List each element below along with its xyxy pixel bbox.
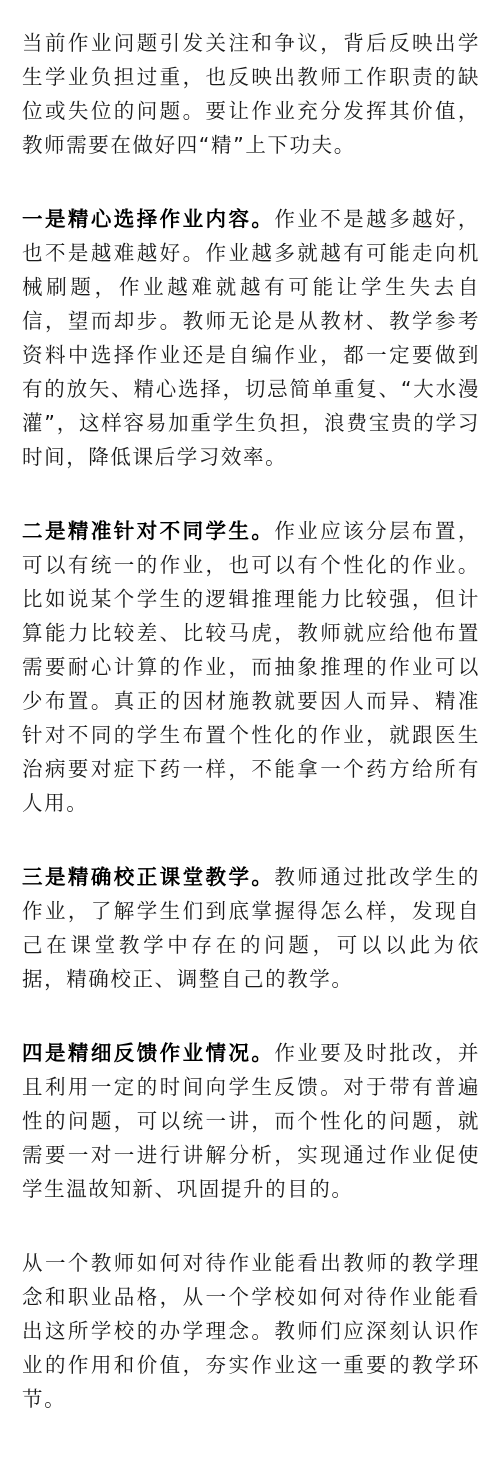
point-paragraph-4 [22,1036,480,1206]
conclusion-paragraph: 从一个教师如何对待作业能看出教师的教学理念和职业品格，从一个学校如何对待作业能看出这所学校的办学理念。教师们应深刻认识作业的作用和价值，夯实作业这一重要的教学环节。 [22,1251,480,1411]
point-heading-3: 三是精确校正课堂教学。 [22,865,275,889]
point-text-1: 作业不是越多越好，也不是越难越好。作业越多就越有可能走向机械刷题，作业越难就越有可能让学生失去自信，望而却步。教师无论是从教材、教学参考资料中选择作业还是自编作业，都一定要做到有的放矢、精心选择，切忌简单重复、“大水漫灌”，这样容易加重学生负担，浪费宝贵的学习时间，降低课后学习效率。 [22,207,480,469]
point-paragraph-3 [22,860,480,996]
point-text-2: 作业应该分层布置，可以有统一的作业，也可以有个性化的作业。比如说某个学生的逻辑推理能力比较强，但计算能力比较差、比较马虎，教师就应给他布置需要耐心计算的作业，而抽象推理的作业可以少布置。真正的因材施教就要因人而异、精准针对不同的学生布置个性化的作业，就跟医生治病要对症下药一样，不能拿一个药方给所有人用。 [22,519,480,815]
point-heading-4: 四是精细反馈作业情况。 [22,1041,275,1065]
point-heading-2: 二是精准针对不同学生。 [22,519,275,543]
point-text-4: 作业要及时批改，并且利用一定的时间向学生反馈。对于带有普遍性的问题，可以统一讲，而个性化的问题，就需要一对一进行讲解分析，实现通过作业促使学生温故知新、巩固提升的目的。 [22,1041,480,1201]
point-text-3: 教师通过批改学生的作业，了解学生们到底掌握得怎么样，发现自己在课堂教学中存在的问题，可以以此为依据，精确校正、调整自己的教学。 [22,865,480,991]
point-heading-1: 一是精心选择作业内容。 [22,207,275,231]
point-paragraph-2 [22,514,480,820]
point-paragraph-1 [22,202,480,474]
intro-paragraph: 当前作业问题引发关注和争议，背后反映出学生学业负担过重，也反映出教师工作职责的缺位或失位的问题。要让作业充分发挥其价值，教师需要在做好四“精”上下功夫。 [22,31,480,157]
